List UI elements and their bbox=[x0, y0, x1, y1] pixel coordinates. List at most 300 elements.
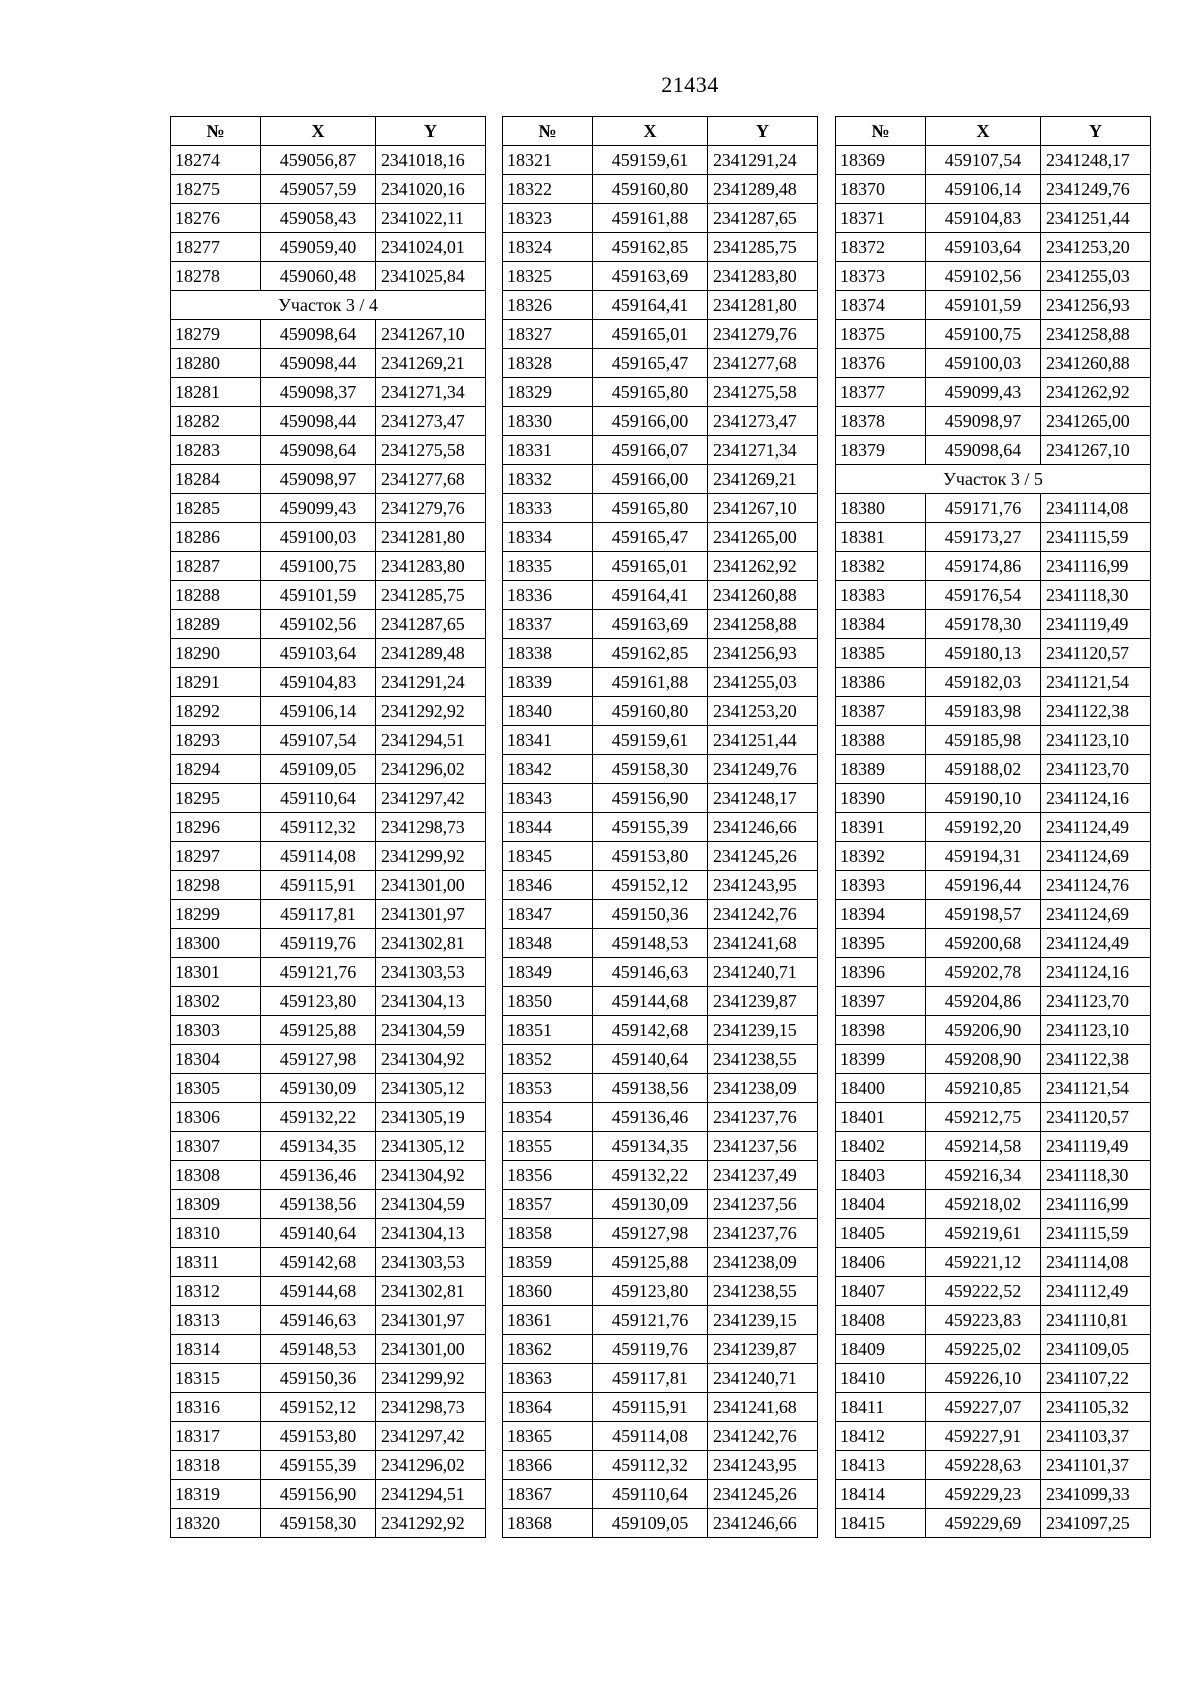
y-coordinate-cell: 2341296,02 bbox=[376, 755, 486, 784]
header-y: Y bbox=[376, 117, 486, 146]
y-coordinate-cell: 2341281,80 bbox=[376, 523, 486, 552]
point-number-cell: 18288 bbox=[171, 581, 261, 610]
x-coordinate-cell: 459102,56 bbox=[261, 610, 376, 639]
point-number-cell: 18307 bbox=[171, 1132, 261, 1161]
x-coordinate-cell: 459136,46 bbox=[261, 1161, 376, 1190]
x-coordinate-cell: 459180,13 bbox=[926, 639, 1041, 668]
x-coordinate-cell: 459136,46 bbox=[593, 1103, 708, 1132]
y-coordinate-cell: 2341237,56 bbox=[708, 1132, 818, 1161]
point-number-cell: 18396 bbox=[836, 958, 926, 987]
x-coordinate-cell: 459221,12 bbox=[926, 1248, 1041, 1277]
y-coordinate-cell: 2341109,05 bbox=[1041, 1335, 1151, 1364]
x-coordinate-cell: 459098,44 bbox=[261, 407, 376, 436]
x-coordinate-cell: 459155,39 bbox=[261, 1451, 376, 1480]
table-row bbox=[503, 378, 818, 407]
y-coordinate-cell: 2341238,09 bbox=[708, 1074, 818, 1103]
header-y: Y bbox=[708, 117, 818, 146]
y-coordinate-cell: 2341018,16 bbox=[376, 146, 486, 175]
x-coordinate-cell: 459159,61 bbox=[593, 146, 708, 175]
table-row bbox=[171, 1248, 486, 1277]
x-coordinate-cell: 459134,35 bbox=[593, 1132, 708, 1161]
point-number-cell: 18281 bbox=[171, 378, 261, 407]
point-number-cell: 18401 bbox=[836, 1103, 926, 1132]
point-number-cell: 18358 bbox=[503, 1219, 593, 1248]
coordinate-table-right bbox=[835, 116, 1151, 1538]
y-coordinate-cell: 2341302,81 bbox=[376, 1277, 486, 1306]
y-coordinate-cell: 2341267,10 bbox=[1041, 436, 1151, 465]
table-row bbox=[836, 1480, 1151, 1509]
point-number-cell: 18394 bbox=[836, 900, 926, 929]
x-coordinate-cell: 459107,54 bbox=[261, 726, 376, 755]
table-row bbox=[503, 1074, 818, 1103]
x-coordinate-cell: 459099,43 bbox=[261, 494, 376, 523]
section-title: Участок 3 / 5 bbox=[836, 465, 1151, 494]
y-coordinate-cell: 2341277,68 bbox=[708, 349, 818, 378]
y-coordinate-cell: 2341260,88 bbox=[708, 581, 818, 610]
y-coordinate-cell: 2341301,00 bbox=[376, 871, 486, 900]
point-number-cell: 18305 bbox=[171, 1074, 261, 1103]
y-coordinate-cell: 2341298,73 bbox=[376, 813, 486, 842]
point-number-cell: 18321 bbox=[503, 146, 593, 175]
point-number-cell: 18406 bbox=[836, 1248, 926, 1277]
y-coordinate-cell: 2341269,21 bbox=[376, 349, 486, 378]
table-row bbox=[503, 204, 818, 233]
table-row bbox=[836, 494, 1151, 523]
x-coordinate-cell: 459156,90 bbox=[261, 1480, 376, 1509]
y-coordinate-cell: 2341279,76 bbox=[376, 494, 486, 523]
x-coordinate-cell: 459222,52 bbox=[926, 1277, 1041, 1306]
point-number-cell: 18390 bbox=[836, 784, 926, 813]
x-coordinate-cell: 459115,91 bbox=[261, 871, 376, 900]
point-number-cell: 18413 bbox=[836, 1451, 926, 1480]
y-coordinate-cell: 2341304,92 bbox=[376, 1161, 486, 1190]
x-coordinate-cell: 459125,88 bbox=[261, 1016, 376, 1045]
table-row bbox=[171, 1335, 486, 1364]
x-coordinate-cell: 459227,91 bbox=[926, 1422, 1041, 1451]
y-coordinate-cell: 2341245,26 bbox=[708, 842, 818, 871]
table-row bbox=[171, 349, 486, 378]
point-number-cell: 18294 bbox=[171, 755, 261, 784]
table-row bbox=[171, 1306, 486, 1335]
table-row bbox=[836, 1509, 1151, 1538]
y-coordinate-cell: 2341103,37 bbox=[1041, 1422, 1151, 1451]
y-coordinate-cell: 2341271,34 bbox=[708, 436, 818, 465]
point-number-cell: 18367 bbox=[503, 1480, 593, 1509]
y-coordinate-cell: 2341239,15 bbox=[708, 1306, 818, 1335]
point-number-cell: 18360 bbox=[503, 1277, 593, 1306]
table-row bbox=[503, 842, 818, 871]
y-coordinate-cell: 2341238,55 bbox=[708, 1045, 818, 1074]
y-coordinate-cell: 2341289,48 bbox=[376, 639, 486, 668]
x-coordinate-cell: 459196,44 bbox=[926, 871, 1041, 900]
y-coordinate-cell: 2341243,95 bbox=[708, 871, 818, 900]
x-coordinate-cell: 459101,59 bbox=[926, 291, 1041, 320]
point-number-cell: 18274 bbox=[171, 146, 261, 175]
table-row bbox=[836, 523, 1151, 552]
y-coordinate-cell: 2341248,17 bbox=[708, 784, 818, 813]
y-coordinate-cell: 2341123,70 bbox=[1041, 987, 1151, 1016]
point-number-cell: 18340 bbox=[503, 697, 593, 726]
y-coordinate-cell: 2341241,68 bbox=[708, 929, 818, 958]
x-coordinate-cell: 459214,58 bbox=[926, 1132, 1041, 1161]
point-number-cell: 18399 bbox=[836, 1045, 926, 1074]
y-coordinate-cell: 2341258,88 bbox=[708, 610, 818, 639]
y-coordinate-cell: 2341097,25 bbox=[1041, 1509, 1151, 1538]
table-row bbox=[171, 233, 486, 262]
x-coordinate-cell: 459057,59 bbox=[261, 175, 376, 204]
point-number-cell: 18278 bbox=[171, 262, 261, 291]
x-coordinate-cell: 459228,63 bbox=[926, 1451, 1041, 1480]
y-coordinate-cell: 2341301,00 bbox=[376, 1335, 486, 1364]
table-row bbox=[836, 1016, 1151, 1045]
table-row bbox=[171, 668, 486, 697]
point-number-cell: 18279 bbox=[171, 320, 261, 349]
table-row bbox=[836, 262, 1151, 291]
table-row bbox=[171, 639, 486, 668]
point-number-cell: 18373 bbox=[836, 262, 926, 291]
point-number-cell: 18372 bbox=[836, 233, 926, 262]
y-coordinate-cell: 2341305,12 bbox=[376, 1132, 486, 1161]
x-coordinate-cell: 459163,69 bbox=[593, 262, 708, 291]
x-coordinate-cell: 459112,32 bbox=[593, 1451, 708, 1480]
x-coordinate-cell: 459163,69 bbox=[593, 610, 708, 639]
y-coordinate-cell: 2341120,57 bbox=[1041, 639, 1151, 668]
table-row bbox=[171, 1219, 486, 1248]
table-row bbox=[503, 1248, 818, 1277]
point-number-cell: 18285 bbox=[171, 494, 261, 523]
y-coordinate-cell: 2341120,57 bbox=[1041, 1103, 1151, 1132]
y-coordinate-cell: 2341258,88 bbox=[1041, 320, 1151, 349]
x-coordinate-cell: 459165,01 bbox=[593, 320, 708, 349]
point-number-cell: 18289 bbox=[171, 610, 261, 639]
point-number-cell: 18382 bbox=[836, 552, 926, 581]
x-coordinate-cell: 459183,98 bbox=[926, 697, 1041, 726]
point-number-cell: 18320 bbox=[171, 1509, 261, 1538]
x-coordinate-cell: 459166,00 bbox=[593, 407, 708, 436]
y-coordinate-cell: 2341124,69 bbox=[1041, 900, 1151, 929]
x-coordinate-cell: 459098,37 bbox=[261, 378, 376, 407]
point-number-cell: 18397 bbox=[836, 987, 926, 1016]
page-number: 21434 bbox=[661, 72, 719, 97]
y-coordinate-cell: 2341291,24 bbox=[376, 668, 486, 697]
point-number-cell: 18345 bbox=[503, 842, 593, 871]
table-row bbox=[503, 436, 818, 465]
x-coordinate-cell: 459115,91 bbox=[593, 1393, 708, 1422]
table-row bbox=[503, 1219, 818, 1248]
table-row bbox=[836, 929, 1151, 958]
table-row bbox=[503, 987, 818, 1016]
x-coordinate-cell: 459160,80 bbox=[593, 697, 708, 726]
header-x: X bbox=[926, 117, 1041, 146]
x-coordinate-cell: 459229,23 bbox=[926, 1480, 1041, 1509]
point-number-cell: 18298 bbox=[171, 871, 261, 900]
x-coordinate-cell: 459114,08 bbox=[593, 1422, 708, 1451]
x-coordinate-cell: 459146,63 bbox=[261, 1306, 376, 1335]
table-row bbox=[503, 1364, 818, 1393]
table-row bbox=[836, 726, 1151, 755]
x-coordinate-cell: 459152,12 bbox=[593, 871, 708, 900]
y-coordinate-cell: 2341124,16 bbox=[1041, 958, 1151, 987]
table-row bbox=[503, 581, 818, 610]
table-row bbox=[171, 1016, 486, 1045]
table-row bbox=[503, 929, 818, 958]
y-coordinate-cell: 2341024,01 bbox=[376, 233, 486, 262]
point-number-cell: 18363 bbox=[503, 1364, 593, 1393]
x-coordinate-cell: 459194,31 bbox=[926, 842, 1041, 871]
point-number-cell: 18290 bbox=[171, 639, 261, 668]
y-coordinate-cell: 2341122,38 bbox=[1041, 697, 1151, 726]
x-coordinate-cell: 459158,30 bbox=[593, 755, 708, 784]
x-coordinate-cell: 459098,97 bbox=[926, 407, 1041, 436]
table-row bbox=[171, 842, 486, 871]
table-row bbox=[171, 465, 486, 494]
point-number-cell: 18301 bbox=[171, 958, 261, 987]
y-coordinate-cell: 2341112,49 bbox=[1041, 1277, 1151, 1306]
x-coordinate-cell: 459159,61 bbox=[593, 726, 708, 755]
point-number-cell: 18338 bbox=[503, 639, 593, 668]
table-row bbox=[503, 784, 818, 813]
y-coordinate-cell: 2341255,03 bbox=[1041, 262, 1151, 291]
x-coordinate-cell: 459103,64 bbox=[261, 639, 376, 668]
y-coordinate-cell: 2341238,55 bbox=[708, 1277, 818, 1306]
point-number-cell: 18381 bbox=[836, 523, 926, 552]
y-coordinate-cell: 2341251,44 bbox=[1041, 204, 1151, 233]
header-number: № bbox=[503, 117, 593, 146]
y-coordinate-cell: 2341291,24 bbox=[708, 146, 818, 175]
y-coordinate-cell: 2341116,99 bbox=[1041, 552, 1151, 581]
y-coordinate-cell: 2341110,81 bbox=[1041, 1306, 1151, 1335]
y-coordinate-cell: 2341118,30 bbox=[1041, 1161, 1151, 1190]
y-coordinate-cell: 2341298,73 bbox=[376, 1393, 486, 1422]
y-coordinate-cell: 2341292,92 bbox=[376, 697, 486, 726]
table-row bbox=[503, 1451, 818, 1480]
y-coordinate-cell: 2341275,58 bbox=[708, 378, 818, 407]
point-number-cell: 18404 bbox=[836, 1190, 926, 1219]
x-coordinate-cell: 459173,27 bbox=[926, 523, 1041, 552]
x-coordinate-cell: 459165,01 bbox=[593, 552, 708, 581]
table-header-row bbox=[836, 117, 1151, 146]
table-row bbox=[836, 1074, 1151, 1103]
point-number-cell: 18327 bbox=[503, 320, 593, 349]
table-row bbox=[836, 407, 1151, 436]
point-number-cell: 18405 bbox=[836, 1219, 926, 1248]
point-number-cell: 18359 bbox=[503, 1248, 593, 1277]
table-row bbox=[171, 755, 486, 784]
point-number-cell: 18286 bbox=[171, 523, 261, 552]
x-coordinate-cell: 459226,10 bbox=[926, 1364, 1041, 1393]
point-number-cell: 18357 bbox=[503, 1190, 593, 1219]
x-coordinate-cell: 459112,32 bbox=[261, 813, 376, 842]
x-coordinate-cell: 459190,10 bbox=[926, 784, 1041, 813]
y-coordinate-cell: 2341099,33 bbox=[1041, 1480, 1151, 1509]
x-coordinate-cell: 459058,43 bbox=[261, 204, 376, 233]
point-number-cell: 18311 bbox=[171, 1248, 261, 1277]
x-coordinate-cell: 459100,75 bbox=[261, 552, 376, 581]
point-number-cell: 18398 bbox=[836, 1016, 926, 1045]
point-number-cell: 18385 bbox=[836, 639, 926, 668]
x-coordinate-cell: 459162,85 bbox=[593, 639, 708, 668]
point-number-cell: 18361 bbox=[503, 1306, 593, 1335]
y-coordinate-cell: 2341243,95 bbox=[708, 1451, 818, 1480]
point-number-cell: 18295 bbox=[171, 784, 261, 813]
y-coordinate-cell: 2341122,38 bbox=[1041, 1045, 1151, 1074]
point-number-cell: 18310 bbox=[171, 1219, 261, 1248]
table-row bbox=[836, 697, 1151, 726]
x-coordinate-cell: 459107,54 bbox=[926, 146, 1041, 175]
table-row bbox=[171, 552, 486, 581]
y-coordinate-cell: 2341301,97 bbox=[376, 1306, 486, 1335]
table-header-row bbox=[171, 117, 486, 146]
y-coordinate-cell: 2341237,49 bbox=[708, 1161, 818, 1190]
x-coordinate-cell: 459160,80 bbox=[593, 175, 708, 204]
point-number-cell: 18410 bbox=[836, 1364, 926, 1393]
point-number-cell: 18308 bbox=[171, 1161, 261, 1190]
table-row bbox=[503, 1277, 818, 1306]
table-row bbox=[171, 929, 486, 958]
point-number-cell: 18364 bbox=[503, 1393, 593, 1422]
point-number-cell: 18277 bbox=[171, 233, 261, 262]
table-row bbox=[836, 320, 1151, 349]
x-coordinate-cell: 459117,81 bbox=[593, 1364, 708, 1393]
x-coordinate-cell: 459127,98 bbox=[593, 1219, 708, 1248]
y-coordinate-cell: 2341123,10 bbox=[1041, 1016, 1151, 1045]
x-coordinate-cell: 459134,35 bbox=[261, 1132, 376, 1161]
y-coordinate-cell: 2341246,66 bbox=[708, 813, 818, 842]
point-number-cell: 18354 bbox=[503, 1103, 593, 1132]
table-row bbox=[836, 639, 1151, 668]
table-row bbox=[836, 291, 1151, 320]
y-coordinate-cell: 2341239,15 bbox=[708, 1016, 818, 1045]
table-row bbox=[171, 436, 486, 465]
y-coordinate-cell: 2341304,59 bbox=[376, 1190, 486, 1219]
coordinate-table-middle bbox=[502, 116, 818, 1538]
x-coordinate-cell: 459164,41 bbox=[593, 581, 708, 610]
point-number-cell: 18414 bbox=[836, 1480, 926, 1509]
y-coordinate-cell: 2341123,70 bbox=[1041, 755, 1151, 784]
x-coordinate-cell: 459192,20 bbox=[926, 813, 1041, 842]
x-coordinate-cell: 459219,61 bbox=[926, 1219, 1041, 1248]
point-number-cell: 18324 bbox=[503, 233, 593, 262]
x-coordinate-cell: 459165,47 bbox=[593, 523, 708, 552]
y-coordinate-cell: 2341287,65 bbox=[708, 204, 818, 233]
x-coordinate-cell: 459212,75 bbox=[926, 1103, 1041, 1132]
point-number-cell: 18374 bbox=[836, 291, 926, 320]
x-coordinate-cell: 459202,78 bbox=[926, 958, 1041, 987]
x-coordinate-cell: 459098,64 bbox=[261, 320, 376, 349]
x-coordinate-cell: 459119,76 bbox=[593, 1335, 708, 1364]
point-number-cell: 18380 bbox=[836, 494, 926, 523]
table-row bbox=[171, 1509, 486, 1538]
table-row bbox=[836, 552, 1151, 581]
x-coordinate-cell: 459123,80 bbox=[261, 987, 376, 1016]
table-row bbox=[836, 146, 1151, 175]
point-number-cell: 18384 bbox=[836, 610, 926, 639]
table-row bbox=[171, 726, 486, 755]
x-coordinate-cell: 459229,69 bbox=[926, 1509, 1041, 1538]
table-row bbox=[836, 1132, 1151, 1161]
point-number-cell: 18388 bbox=[836, 726, 926, 755]
y-coordinate-cell: 2341303,53 bbox=[376, 958, 486, 987]
x-coordinate-cell: 459142,68 bbox=[593, 1016, 708, 1045]
point-number-cell: 18293 bbox=[171, 726, 261, 755]
table-row bbox=[836, 1248, 1151, 1277]
table-row bbox=[171, 1103, 486, 1132]
point-number-cell: 18292 bbox=[171, 697, 261, 726]
x-coordinate-cell: 459161,88 bbox=[593, 668, 708, 697]
table-row bbox=[171, 262, 486, 291]
x-coordinate-cell: 459155,39 bbox=[593, 813, 708, 842]
y-coordinate-cell: 2341271,34 bbox=[376, 378, 486, 407]
table-row bbox=[171, 1190, 486, 1219]
point-number-cell: 18331 bbox=[503, 436, 593, 465]
table-row bbox=[836, 1277, 1151, 1306]
y-coordinate-cell: 2341124,76 bbox=[1041, 871, 1151, 900]
table-row bbox=[171, 987, 486, 1016]
x-coordinate-cell: 459162,85 bbox=[593, 233, 708, 262]
y-coordinate-cell: 2341107,22 bbox=[1041, 1364, 1151, 1393]
x-coordinate-cell: 459130,09 bbox=[261, 1074, 376, 1103]
y-coordinate-cell: 2341299,92 bbox=[376, 1364, 486, 1393]
table-row bbox=[836, 813, 1151, 842]
x-coordinate-cell: 459132,22 bbox=[261, 1103, 376, 1132]
y-coordinate-cell: 2341119,49 bbox=[1041, 1132, 1151, 1161]
table-header-row bbox=[503, 117, 818, 146]
table-row bbox=[171, 1364, 486, 1393]
point-number-cell: 18313 bbox=[171, 1306, 261, 1335]
x-coordinate-cell: 459098,64 bbox=[926, 436, 1041, 465]
table-row bbox=[836, 378, 1151, 407]
point-number-cell: 18383 bbox=[836, 581, 926, 610]
x-coordinate-cell: 459178,30 bbox=[926, 610, 1041, 639]
y-coordinate-cell: 2341279,76 bbox=[708, 320, 818, 349]
x-coordinate-cell: 459210,85 bbox=[926, 1074, 1041, 1103]
y-coordinate-cell: 2341245,26 bbox=[708, 1480, 818, 1509]
table-row bbox=[503, 233, 818, 262]
y-coordinate-cell: 2341101,37 bbox=[1041, 1451, 1151, 1480]
section-title: Участок 3 / 4 bbox=[171, 291, 486, 320]
point-number-cell: 18333 bbox=[503, 494, 593, 523]
table-row bbox=[836, 784, 1151, 813]
table-row bbox=[836, 668, 1151, 697]
point-number-cell: 18316 bbox=[171, 1393, 261, 1422]
y-coordinate-cell: 2341253,20 bbox=[1041, 233, 1151, 262]
y-coordinate-cell: 2341283,80 bbox=[376, 552, 486, 581]
point-number-cell: 18351 bbox=[503, 1016, 593, 1045]
table-row bbox=[503, 1306, 818, 1335]
y-coordinate-cell: 2341255,03 bbox=[708, 668, 818, 697]
x-coordinate-cell: 459103,64 bbox=[926, 233, 1041, 262]
x-coordinate-cell: 459176,54 bbox=[926, 581, 1041, 610]
x-coordinate-cell: 459153,80 bbox=[261, 1422, 376, 1451]
x-coordinate-cell: 459144,68 bbox=[593, 987, 708, 1016]
table-row bbox=[836, 842, 1151, 871]
table-row bbox=[171, 146, 486, 175]
x-coordinate-cell: 459059,40 bbox=[261, 233, 376, 262]
x-coordinate-cell: 459127,98 bbox=[261, 1045, 376, 1074]
x-coordinate-cell: 459109,05 bbox=[261, 755, 376, 784]
point-number-cell: 18341 bbox=[503, 726, 593, 755]
y-coordinate-cell: 2341265,00 bbox=[1041, 407, 1151, 436]
table-row bbox=[171, 204, 486, 233]
y-coordinate-cell: 2341294,51 bbox=[376, 726, 486, 755]
table-row bbox=[503, 1422, 818, 1451]
y-coordinate-cell: 2341118,30 bbox=[1041, 581, 1151, 610]
table-row bbox=[503, 871, 818, 900]
y-coordinate-cell: 2341269,21 bbox=[708, 465, 818, 494]
y-coordinate-cell: 2341124,69 bbox=[1041, 842, 1151, 871]
point-number-cell: 18300 bbox=[171, 929, 261, 958]
table-row bbox=[171, 1277, 486, 1306]
